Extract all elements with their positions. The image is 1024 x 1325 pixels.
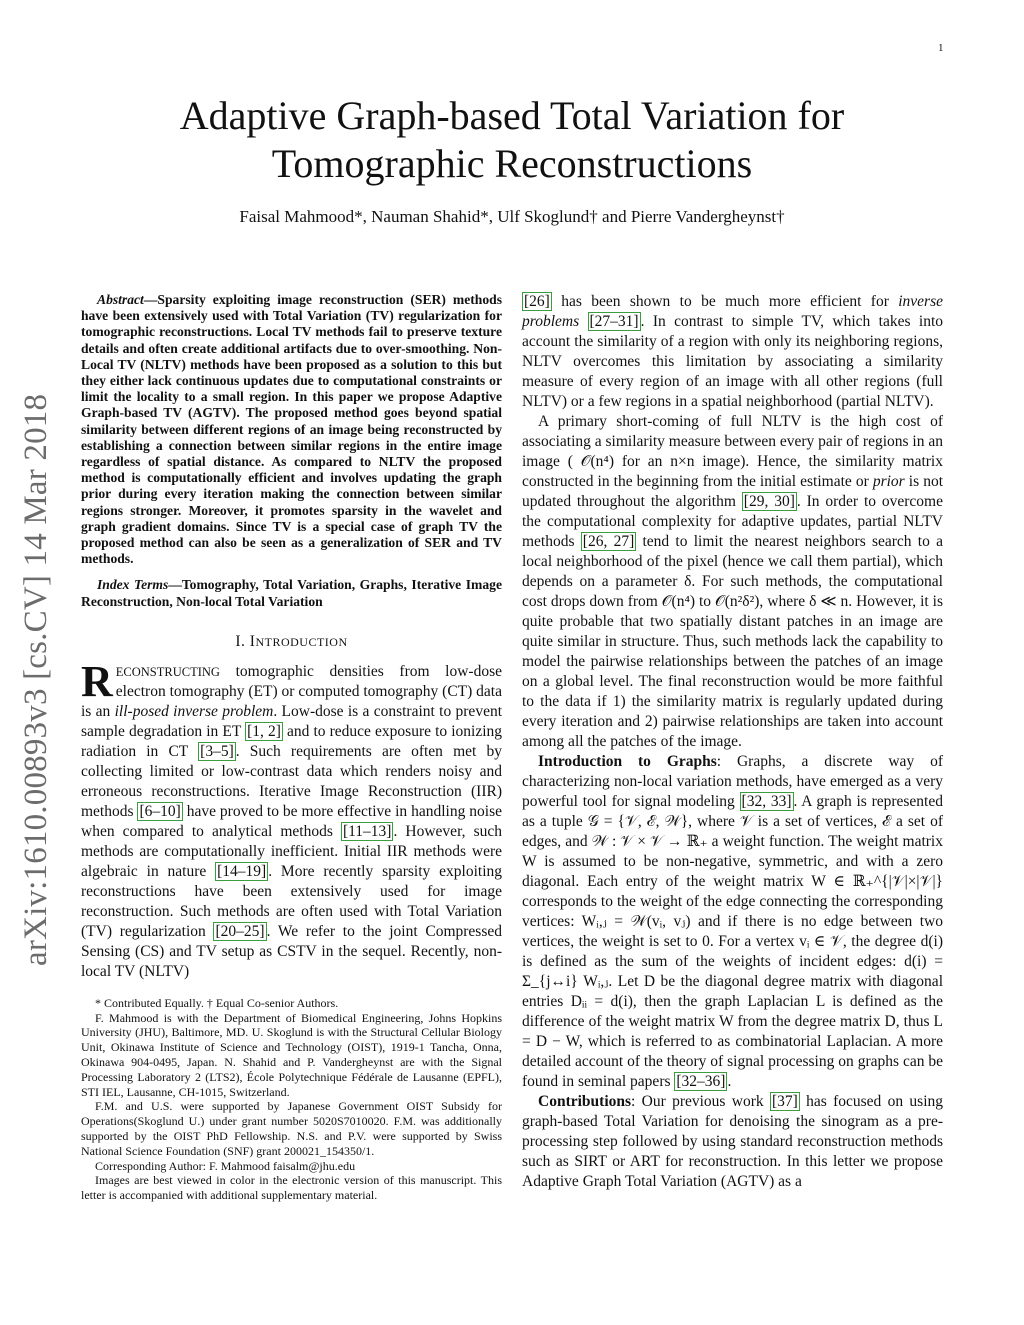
citation-link[interactable]: [6–10]	[139, 802, 181, 820]
body-paragraph: [26] has been shown to be much more efficient for inverse problems [27–31] . In contrast to simple TV, which takes into account the similarity of a region with only its neighboring regions, NLTV overcomes this limitation by associating a similarity measure of every region of an image with all other regions (full NLTV) or a few regions in a spatial neighborhood (partial NLTV).	[522, 293, 944, 410]
citation-link[interactable]: [14–19]	[217, 862, 267, 880]
paper-title	[100, 92, 924, 188]
title-line-2: Tomographic Reconstructions	[271, 141, 753, 186]
right-column	[522, 292, 943, 1192]
paragraph-heading: Contributions	[538, 1093, 632, 1110]
footnote: F.M. and U.S. were supported by Japanese Government OIST Subsidy for Operations(Skoglund U.) under grant number 5020S7010020. F.M. was additionally supported by the OIST PhD Fellowship. N.S. and P.V. were supported by Swiss National Science Foundation (SNF) grant 200021_154350/1.	[81, 1099, 502, 1158]
abstract-label: Abstract	[97, 292, 144, 307]
footnote: * Contributed Equally. † Equal Co-senior Authors.	[95, 995, 339, 1010]
drop-cap: R	[81, 656, 113, 706]
intro-paragraph: RECONSTRUCTING tomographic densities from low-dose electron tomography (ET) or computed tomography (CT) data is an ill-posed inverse problem. Low-dose is a constraint to prevent sample degradation in ET [1, 2] and to reduce exposure to ionizing radiation in CT [3–5] . Such requirements are often met by collecting limited or low-contrast data which renders noisy and erroneous reconstructions. Iterative Image Reconstruction (IIR) methods [6–10] have proved to be more effective in handling noise when compared to analytical methods [11–13] . However, such methods are computationally inefficient. Initial IIR methods were algebraic in nature [14–19] . More recently sparsity exploiting reconstructions have been extensively used for image reconstruction. Such methods are often used with Total Variation (TV) regularization [20–25] . We refer to the joint Compressed Sensing (CS) and TV setup as CSTV in the sequel. Recently, non-local TV (NLTV)	[81, 656, 503, 980]
citation-link[interactable]: [32, 33]	[741, 793, 792, 810]
citation-link[interactable]: [32–36]	[676, 1073, 726, 1090]
author-list: Faisal Mahmood*, Nauman Shahid*, Ulf Skoglund† and Pierre Vandergheynst†	[239, 207, 785, 226]
citation-link[interactable]: [26, 27]	[582, 533, 635, 550]
body-paragraph: Contributions: Our previous work [37] has focused on using graph-based Total Variation for denoising the sinogram as a pre-processing step followed by using standard reconstruction methods such as SIRT or ART for reconstruction. In this letter we propose Adaptive Graph Total Variation (AGTV) as a	[522, 1093, 943, 1190]
citation-link[interactable]: [27–31]	[589, 313, 639, 330]
left-column	[81, 292, 502, 1203]
page-number: 1	[938, 42, 944, 54]
footnote: F. Mahmood is with the Department of Biomedical Engineering, Johns Hopkins University (JHU), Baltimore, MD. U. Skoglund is with the Structural Cellular Biology Unit, Okinawa Institute of Science and Technology (OIST), 1919-1 Tancha, Onna, Okinawa 904-0495, Japan. N. Shahid and P. Vandergheynst are with the Signal Processing Laboratory 2 (LTS2), École Polytechnique Fédérale de Lausanne (EPFL), STI IEL, Lausanne, CH-1015, Switzerland.	[81, 1010, 502, 1099]
index-terms-label: Index Terms	[97, 577, 169, 593]
citation-link[interactable]: [29, 30]	[743, 493, 795, 510]
abstract-text: —Sparsity exploiting image reconstruction (SER) methods have been extensively used with Total Variation (TV) regularization for tomographic reconstructions. Local TV methods fail to preserve texture details and often create additional artifacts due to over-smoothing. Non-Local TV (NLTV) methods have been proposed as a solution to this but they either lack continuous updates due to computational constraints or limit the locality to a small region. In this paper we propose Adaptive Graph-based TV (AGTV). The proposed method goes beyond spatial similarity between different regions of an image being reconstructed by establishing a connection between similar regions in the entire image regardless of spatial distance. As compared to NLTV the proposed method is computationally efficient and involves updating the graph prior during every iteration making the connection between similar regions stronger. Moreover, it promotes sparsity in the wavelet and graph gradient domains. Since TV is a special case of graph TV the proposed method can also be seen as a generalization of SER and TV methods.	[81, 292, 502, 567]
footnote: Corresponding Author: F. Mahmood faisalm@jhu.edu	[95, 1158, 356, 1173]
citation-link[interactable]: [11–13]	[342, 822, 392, 840]
citation-link[interactable]: [20–25]	[215, 922, 265, 940]
footnote: Images are best viewed in color in the electronic version of this manuscript. This letter is accompanied with additional supplementary material.	[81, 1173, 502, 1203]
citation-link[interactable]: [37]	[771, 1093, 798, 1110]
citation-link[interactable]: [26]	[524, 293, 550, 310]
title-line-1: Adaptive Graph-based Total Variation for	[179, 93, 845, 138]
footnotes	[81, 996, 502, 1203]
citation-link[interactable]: [3–5]	[200, 742, 234, 760]
paragraph-heading: Introduction to Graphs	[538, 753, 717, 770]
section-heading-introduction: I. INTRODUCTION	[235, 632, 348, 650]
abstract	[81, 292, 502, 567]
body-paragraph: Introduction to Graphs: Graphs, a discrete way of characterizing non-local variation methods, have emerged as a very powerful tool for signal modeling [32, 33] . A graph is represented as a tuple 𝒢 = {𝒱, ℰ, 𝒲}, where 𝒱 is a set of vertices, ℰ a set of edges, and 𝒲 : 𝒱 × 𝒱 → ℝ₊ a weight function. The weight matrix W is assumed to be non-negative, symmetric, and with a zero diagonal. Each entry of the weight matrix W ∈ ℝ₊^{|𝒱|×|𝒱|} corresponds to the weight of the edge connecting the corresponding vertices: Wᵢ,ⱼ = 𝒲(vᵢ, vⱼ) and if there is no edge between two vertices, the weight is set to 0. For a vertex vᵢ ∈ 𝒱, the degree d(i) is defined as the sum of the weights of incident edges: d(i) = Σ_{j↔i} Wᵢ,ⱼ. Let D be the diagonal degree matrix with diagonal entries Dᵢᵢ = d(i), then the graph Laplacian L is defined as the difference of the weight matrix W from the degree matrix D, thus L = D − W, which is referred to as combinatorial Laplacian. A more detailed account of the theory of signal processing on graphs can be found in seminal papers [32–36] .	[522, 753, 943, 1090]
body-paragraph: A primary short-coming of full NLTV is the high cost of associating a similarity measure between every pair of regions in an image ( 𝒪(n⁴) for an n×n image). Hence, the similarity matrix constructed in the beginning from the initial estimate or prior is not updated throughout the algorithm [29, 30] . In order to overcome the computational complexity for adaptive updates, partial NLTV methods [26, 27] tend to limit the nearest neighbors search to a local neighborhood of the pixel (hence we call them partial), which depends on a parameter δ. For such methods, the computational cost drops down from 𝒪(n⁴) to 𝒪(n²δ²), where δ ≪ n. However, it is quite probable that two spatially distant patches in an image are quite similar in structure. Thus, such methods lack the capability to model the pairwise relationships between the patches of an image on a global level. The final reconstruction would be more faithful to the data if 1) the similarity matrix is regularly updated during every iteration and 2) pairwise relationships are taken into account among all the patches of the image.	[522, 413, 943, 750]
index-terms-text: —Tomography, Total Variation, Graphs, Iterative Image Reconstruction, Non-local Total Variation	[81, 577, 502, 609]
index-terms	[81, 577, 502, 609]
arxiv-stamp: arXiv:1610.00893v3 [cs.CV] 14 Mar 2018	[18, 393, 54, 966]
citation-link[interactable]: [1, 2]	[247, 722, 281, 740]
